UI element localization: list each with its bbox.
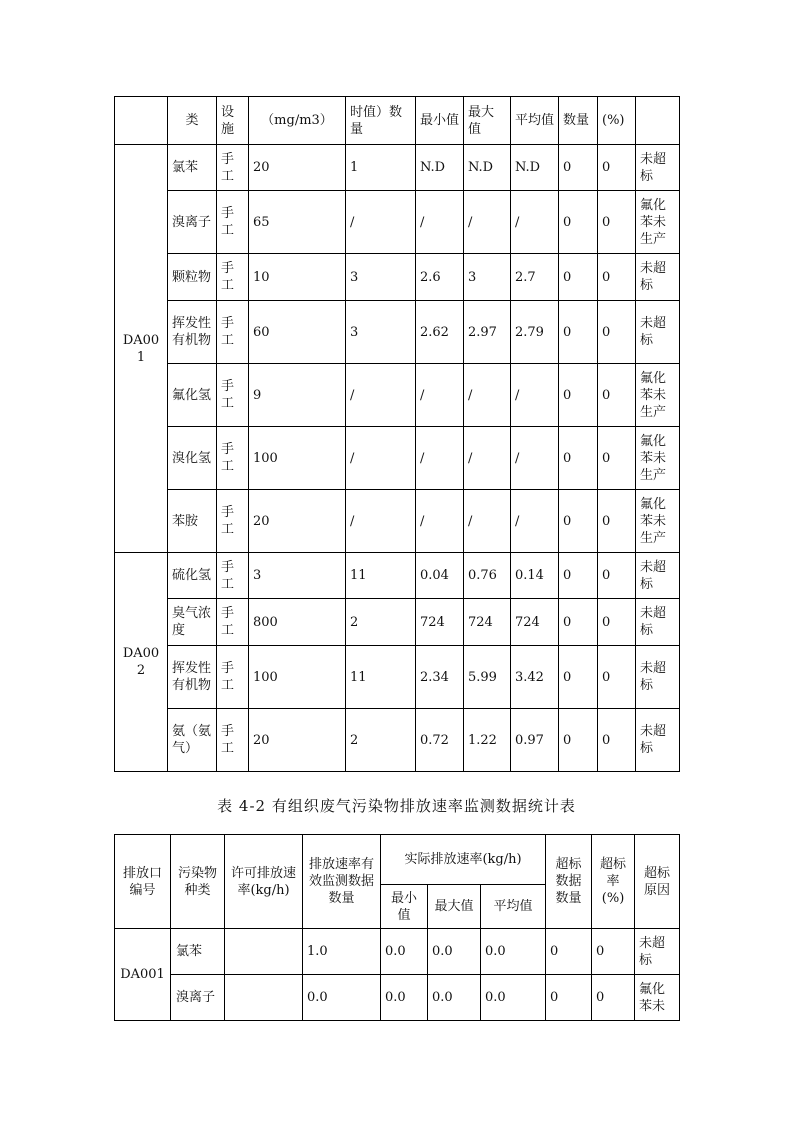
table-cell: 手工 bbox=[217, 646, 249, 709]
table-cell: N.D bbox=[464, 145, 511, 191]
table-row bbox=[115, 364, 680, 427]
table-cell: 3 bbox=[346, 301, 416, 364]
table-row bbox=[115, 145, 680, 191]
table-cell: 9 bbox=[249, 364, 346, 427]
table-cell: 5.99 bbox=[464, 646, 511, 709]
table-cell: 未超标 bbox=[636, 254, 680, 301]
table-cell: 20 bbox=[249, 709, 346, 772]
table-cell: 3.42 bbox=[511, 646, 559, 709]
table-cell: 苯胺 bbox=[168, 490, 217, 553]
header-pollutant: 污染物种类 bbox=[171, 835, 225, 929]
table-cell: 未超标 bbox=[636, 553, 680, 599]
table-cell: 20 bbox=[249, 490, 346, 553]
table-cell: 2 bbox=[346, 599, 416, 646]
table-cell: 手工 bbox=[217, 490, 249, 553]
table-row bbox=[115, 301, 680, 364]
table-cell: 2.34 bbox=[416, 646, 464, 709]
table-body bbox=[115, 145, 680, 772]
table-cell: 手工 bbox=[217, 553, 249, 599]
table-cell: 0.0 bbox=[481, 975, 546, 1021]
table-cell: 氨（氨气） bbox=[168, 709, 217, 772]
table-cell: 2.97 bbox=[464, 301, 511, 364]
table-cell: 0 bbox=[546, 975, 592, 1021]
table-header-row bbox=[115, 835, 680, 885]
table-cell: 氟化氢 bbox=[168, 364, 217, 427]
table-row bbox=[115, 254, 680, 301]
header-avg: 平均值 bbox=[481, 885, 546, 929]
table-cell: 0 bbox=[598, 599, 636, 646]
table-cell: 724 bbox=[511, 599, 559, 646]
table-cell: 2.79 bbox=[511, 301, 559, 364]
table-cell: 724 bbox=[416, 599, 464, 646]
table-cell: 0 bbox=[559, 490, 598, 553]
table-cell: 手工 bbox=[217, 364, 249, 427]
table-cell: 724 bbox=[464, 599, 511, 646]
table-cell: 0.0 bbox=[381, 975, 428, 1021]
table-cell: 0 bbox=[598, 364, 636, 427]
header-valid-count: 排放速率有效监测数据数量 bbox=[303, 835, 381, 929]
table-cell: 硫化氢 bbox=[168, 553, 217, 599]
table-cell: 0 bbox=[598, 490, 636, 553]
header-cell: 时值）数量 bbox=[346, 97, 416, 145]
header-permit-rate: 许可排放速率(kg/h) bbox=[225, 835, 303, 929]
table-cell: 1.0 bbox=[303, 929, 381, 975]
table-cell: 65 bbox=[249, 191, 346, 254]
table-cell: 0.0 bbox=[303, 975, 381, 1021]
outlet-cell: DA001 bbox=[115, 145, 168, 553]
header-cell: 数量 bbox=[559, 97, 598, 145]
table-cell: / bbox=[464, 490, 511, 553]
table-body bbox=[115, 929, 680, 1021]
table-cell: / bbox=[416, 490, 464, 553]
table-cell: / bbox=[346, 364, 416, 427]
table-cell: 手工 bbox=[217, 599, 249, 646]
header-max: 最大值 bbox=[428, 885, 481, 929]
table-row bbox=[115, 599, 680, 646]
table-cell: 0 bbox=[559, 709, 598, 772]
table-cell: 0 bbox=[598, 145, 636, 191]
table-cell: 0 bbox=[559, 254, 598, 301]
header-exceed-count: 超标数据数量 bbox=[546, 835, 592, 929]
table-cell bbox=[225, 975, 303, 1021]
header-cell: （mg/m3） bbox=[249, 97, 346, 145]
table-cell: / bbox=[511, 490, 559, 553]
table-cell: 800 bbox=[249, 599, 346, 646]
header-min: 最小值 bbox=[381, 885, 428, 929]
table-cell: 未超标 bbox=[636, 646, 680, 709]
table-row bbox=[115, 975, 680, 1021]
table-cell: / bbox=[511, 427, 559, 490]
table-header-row bbox=[115, 97, 680, 145]
table-cell: 挥发性有机物 bbox=[168, 646, 217, 709]
header-cell: 设施 bbox=[217, 97, 249, 145]
header-cell bbox=[636, 97, 680, 145]
table-row bbox=[115, 709, 680, 772]
table-cell: 手工 bbox=[217, 145, 249, 191]
table-cell: / bbox=[464, 427, 511, 490]
table-cell: 20 bbox=[249, 145, 346, 191]
table-cell: / bbox=[416, 364, 464, 427]
table-cell: 臭气浓度 bbox=[168, 599, 217, 646]
table-cell: 未超标 bbox=[636, 599, 680, 646]
header-exceed-rate: 超标率(%) bbox=[592, 835, 635, 929]
table-cell: 2.62 bbox=[416, 301, 464, 364]
table-cell: 0 bbox=[559, 427, 598, 490]
table-cell: / bbox=[346, 427, 416, 490]
table-cell: 10 bbox=[249, 254, 346, 301]
table-cell: 手工 bbox=[217, 427, 249, 490]
table-cell: 100 bbox=[249, 427, 346, 490]
header-outlet: 排放口编号 bbox=[115, 835, 171, 929]
table-cell: N.D bbox=[511, 145, 559, 191]
table-row bbox=[115, 191, 680, 254]
table-cell: 0 bbox=[559, 599, 598, 646]
table-cell: 0 bbox=[559, 191, 598, 254]
table-cell: 氟化苯未生产 bbox=[636, 191, 680, 254]
table-cell: 手工 bbox=[217, 191, 249, 254]
table-cell: 手工 bbox=[217, 709, 249, 772]
table-row bbox=[115, 646, 680, 709]
concentration-monitoring-table bbox=[114, 96, 680, 772]
table-cell: 未超标 bbox=[635, 929, 680, 975]
table-cell: 手工 bbox=[217, 301, 249, 364]
table-cell: / bbox=[346, 191, 416, 254]
table-cell: 0 bbox=[598, 646, 636, 709]
table-cell bbox=[225, 929, 303, 975]
table-cell: 0 bbox=[559, 364, 598, 427]
table-cell: 未超标 bbox=[636, 145, 680, 191]
table-cell: 溴化氢 bbox=[168, 427, 217, 490]
table-cell: 0.04 bbox=[416, 553, 464, 599]
table-cell: 颗粒物 bbox=[168, 254, 217, 301]
table-cell: 0 bbox=[598, 427, 636, 490]
table-cell: 0.0 bbox=[428, 929, 481, 975]
table-cell: 氟化苯未生产 bbox=[636, 490, 680, 553]
table-cell: 0.97 bbox=[511, 709, 559, 772]
table-cell: 0.0 bbox=[381, 929, 428, 975]
header-cell bbox=[115, 97, 168, 145]
table-cell: 挥发性有机物 bbox=[168, 301, 217, 364]
table-cell: 0 bbox=[598, 191, 636, 254]
table-cell: 0 bbox=[592, 975, 635, 1021]
table-row bbox=[115, 553, 680, 599]
table-cell: N.D bbox=[416, 145, 464, 191]
table-cell: 0.14 bbox=[511, 553, 559, 599]
table-cell: 0 bbox=[598, 254, 636, 301]
header-cell: 最小值 bbox=[416, 97, 464, 145]
table-cell: 0 bbox=[559, 646, 598, 709]
table-cell: 0.0 bbox=[428, 975, 481, 1021]
table-row bbox=[115, 490, 680, 553]
table-cell: 0 bbox=[559, 301, 598, 364]
table-cell: 0 bbox=[559, 553, 598, 599]
header-actual-rate: 实际排放速率(kg/h) bbox=[381, 835, 546, 885]
table-cell: / bbox=[416, 191, 464, 254]
table-cell: 未超标 bbox=[636, 301, 680, 364]
table-cell: / bbox=[464, 191, 511, 254]
table-cell: 氟化苯未生产 bbox=[636, 427, 680, 490]
outlet-cell: DA001 bbox=[115, 929, 171, 1021]
table-cell: / bbox=[511, 191, 559, 254]
table-cell: 60 bbox=[249, 301, 346, 364]
table-cell: 溴离子 bbox=[171, 975, 225, 1021]
table-cell: 0.76 bbox=[464, 553, 511, 599]
table-cell: 0 bbox=[559, 145, 598, 191]
table-cell: 0.72 bbox=[416, 709, 464, 772]
table-cell: 2 bbox=[346, 709, 416, 772]
header-exceed-reason: 超标原因 bbox=[635, 835, 680, 929]
table-cell: 0 bbox=[546, 929, 592, 975]
table-cell: 氯苯 bbox=[171, 929, 225, 975]
header-cell: 平均值 bbox=[511, 97, 559, 145]
table-cell: 11 bbox=[346, 553, 416, 599]
table-cell: 0 bbox=[598, 301, 636, 364]
table-row bbox=[115, 427, 680, 490]
table-cell: 11 bbox=[346, 646, 416, 709]
table-cell: 1.22 bbox=[464, 709, 511, 772]
table-cell: / bbox=[346, 490, 416, 553]
table-cell: 2.6 bbox=[416, 254, 464, 301]
table-cell: 3 bbox=[249, 553, 346, 599]
table-cell: 1 bbox=[346, 145, 416, 191]
table-cell: / bbox=[416, 427, 464, 490]
header-cell: 最大值 bbox=[464, 97, 511, 145]
outlet-cell: DA002 bbox=[115, 553, 168, 772]
table-cell: 2.7 bbox=[511, 254, 559, 301]
table-cell: 0 bbox=[598, 553, 636, 599]
table-cell: 氟化苯未生产 bbox=[636, 364, 680, 427]
table-cell: / bbox=[464, 364, 511, 427]
table-cell: 0 bbox=[592, 929, 635, 975]
header-cell: (%) bbox=[598, 97, 636, 145]
table-cell: 溴离子 bbox=[168, 191, 217, 254]
table-caption: 表 4-2 有组织废气污染物排放速率监测数据统计表 bbox=[217, 797, 576, 815]
table-cell: 100 bbox=[249, 646, 346, 709]
table-cell: 手工 bbox=[217, 254, 249, 301]
emission-rate-table bbox=[114, 834, 680, 1021]
table-cell: 氯苯 bbox=[168, 145, 217, 191]
table-cell: / bbox=[511, 364, 559, 427]
table-cell: 0 bbox=[598, 709, 636, 772]
table-cell: 氟化苯未 bbox=[635, 975, 680, 1021]
header-cell: 类 bbox=[168, 97, 217, 145]
table-row bbox=[115, 929, 680, 975]
table-cell: 3 bbox=[464, 254, 511, 301]
table-cell: 3 bbox=[346, 254, 416, 301]
table-cell: 未超标 bbox=[636, 709, 680, 772]
table-cell: 0.0 bbox=[481, 929, 546, 975]
